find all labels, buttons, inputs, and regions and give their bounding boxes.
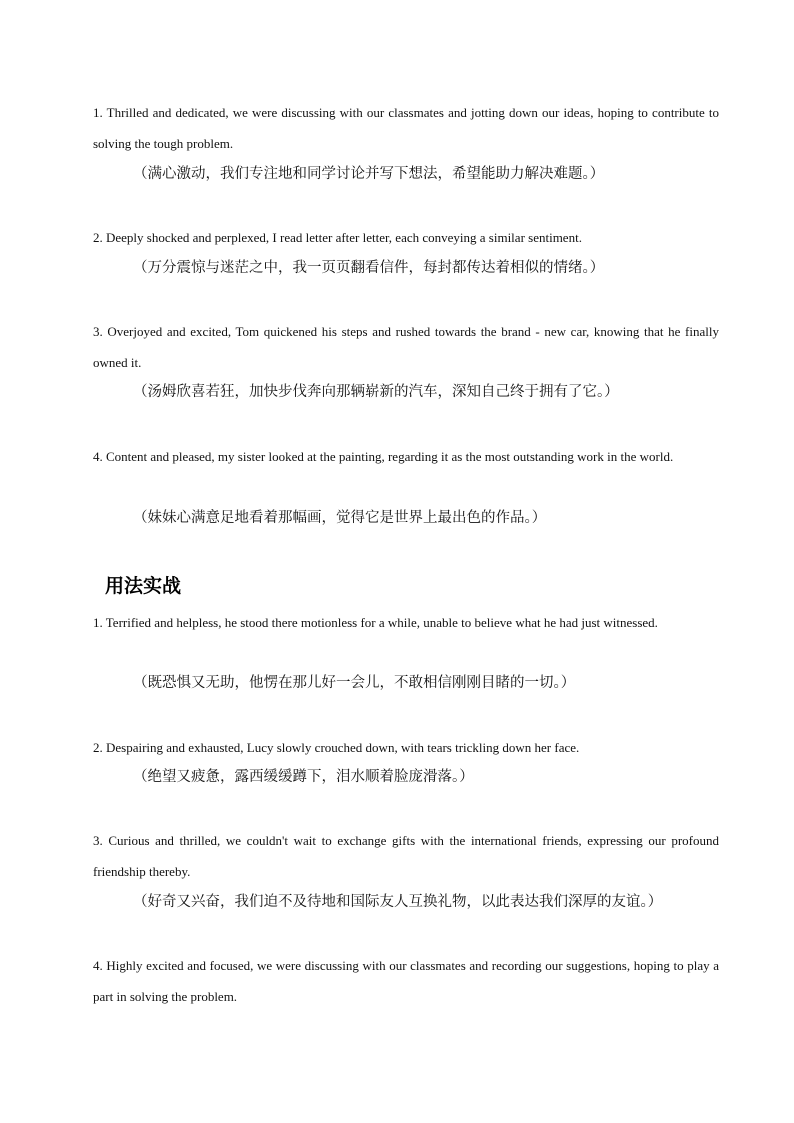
practice-translation-3: （好奇又兴奋，我们迫不及待地和国际友人互换礼物，以此表达我们深厚的友谊。）	[133, 894, 663, 910]
translation-2: （万分震惊与迷茫之中，我一页页翻看信件，每封都传达着相似的情绪。）	[133, 260, 605, 276]
section-title: 用法实战	[105, 575, 182, 597]
example-sentence-1: 1. Thrilled and dedicated, we were discussing with our classmates and jotting down our ideas, hoping to contribute to solving the tough problem.	[93, 105, 719, 151]
practice-sentence-4: 4. Highly excited and focused, we were discussing with our classmates and recording our suggestions, hoping to play a part in solving the problem.	[93, 958, 719, 1004]
practice-translation-2: （绝望又疲惫，露西缓缓蹲下，泪水顺着脸庞滑落。）	[133, 769, 474, 785]
practice-sentence-3: 3. Curious and thrilled, we couldn't wait to exchange gifts with the international friends, expressing our profound friendship thereby.	[93, 833, 719, 879]
practice-sentence-2: 2. Despairing and exhausted, Lucy slowly crouched down, with tears trickling down her face.	[93, 740, 580, 755]
translation-3: （汤姆欣喜若狂，加快步伐奔向那辆崭新的汽车，深知自己终于拥有了它。）	[133, 384, 619, 400]
translation-1: （满心激动，我们专注地和同学讨论并写下想法，希望能助力解决难题。）	[133, 166, 605, 182]
translation-4: （妹妹心满意足地看着那幅画，觉得它是世界上最出色的作品。）	[133, 510, 547, 526]
practice-sentence-1: 1. Terrified and helpless, he stood there motionless for a while, unable to believe what he had just witnessed.	[93, 615, 658, 630]
example-sentence-3: 3. Overjoyed and excited, Tom quickened his steps and rushed towards the brand - new car, knowing that he finally owned it.	[93, 324, 719, 370]
example-sentence-4: 4. Content and pleased, my sister looked at the painting, regarding it as the most outstanding work in the world.	[93, 449, 674, 464]
example-sentence-2: 2. Deeply shocked and perplexed, I read letter after letter, each conveying a similar sentiment.	[93, 230, 582, 245]
practice-translation-1: （既恐惧又无助，他愣在那儿好一会儿，不敢相信刚刚目睹的一切。）	[133, 675, 576, 691]
